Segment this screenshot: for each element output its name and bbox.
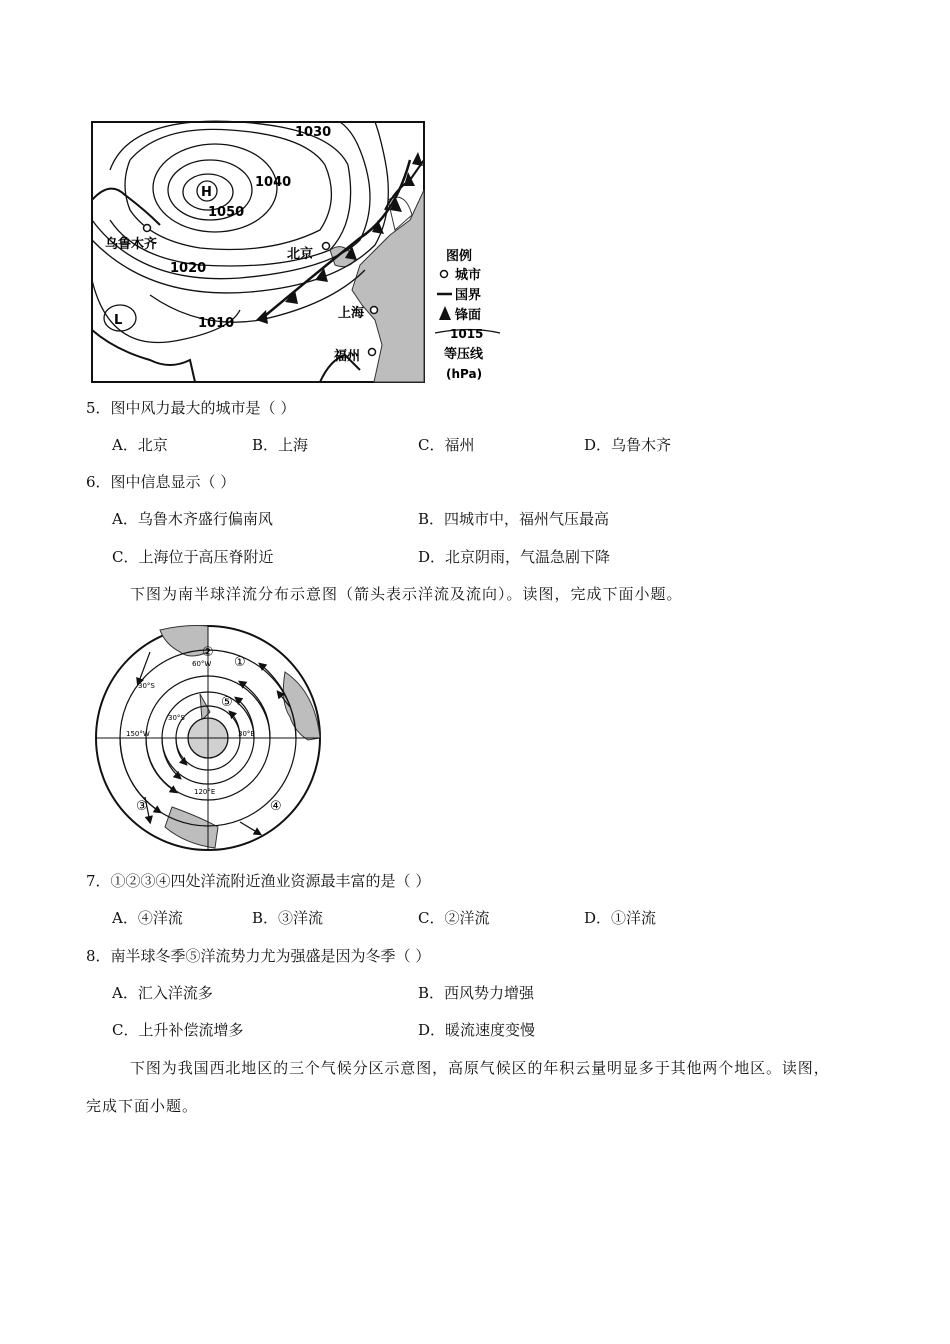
q6-option-d[interactable]: D．北京阴雨，气温急剧下降 — [418, 548, 611, 566]
q7-option-c[interactable]: C．②洋流 — [418, 909, 490, 927]
q8-option-a[interactable]: A．汇入洋流多 — [112, 984, 213, 1002]
label-120e: 120°E — [194, 788, 216, 796]
low-pressure-label: L — [114, 313, 123, 328]
q5-option-d[interactable]: D．乌鲁木齐 — [584, 436, 672, 454]
legend-isobar-value: 1015 — [450, 327, 484, 341]
q6-option-b[interactable]: B．四城市中，福州气压最高 — [418, 510, 610, 528]
q5-option-c[interactable]: C．福州 — [418, 436, 475, 454]
marker-4: ④ — [270, 799, 282, 814]
legend-front-icon — [439, 306, 451, 320]
label-60w: 60°W — [192, 660, 212, 668]
intro-climate-line1: 下图为我国西北地区的三个气候分区示意图，高原气候区的年积云量明显多于其他两个地区。读图， — [130, 1059, 830, 1077]
label-30s-inner: 30°S — [168, 714, 185, 722]
map-legend — [435, 248, 500, 381]
marker-1: ① — [234, 655, 246, 670]
isobar-label-1010: 1010 — [198, 316, 235, 331]
intro-ocean-currents: 下图为南半球洋流分布示意图（箭头表示洋流及流向）。读图，完成下面小题。 — [130, 585, 683, 603]
isobar-label-1050: 1050 — [208, 205, 245, 220]
q6-option-c[interactable]: C．上海位于高压脊附近 — [112, 548, 274, 566]
city-urumqi: 乌鲁木齐 — [105, 237, 158, 252]
ocean-current-figure — [90, 622, 330, 852]
label-30e: 30°E — [238, 730, 255, 738]
question-8-stem: 8．南半球冬季⑤洋流势力尤为强盛是因为冬季（ ） — [86, 947, 431, 965]
question-6-stem: 6．图中信息显示（ ） — [86, 473, 236, 491]
marker-5: ⑤ — [221, 695, 233, 710]
label-30s-outer: 30°S — [138, 682, 155, 690]
q7-option-a[interactable]: A．④洋流 — [112, 909, 183, 927]
label-150w: 150°W — [126, 730, 150, 738]
isobar-label-1030: 1030 — [295, 125, 332, 140]
weather-map-figure — [90, 120, 500, 385]
q8-option-c[interactable]: C．上升补偿流增多 — [112, 1021, 244, 1039]
legend-front: 锋面 — [455, 308, 482, 323]
intro-climate-line2: 完成下面小题。 — [86, 1097, 199, 1115]
high-pressure-label: H — [201, 185, 212, 200]
q6-option-a[interactable]: A．乌鲁木齐盛行偏南风 — [112, 510, 273, 528]
legend-isobar: 等压线 — [444, 347, 484, 362]
legend-city-icon — [441, 271, 448, 278]
q7-option-b[interactable]: B．③洋流 — [252, 909, 324, 927]
city-beijing: 北京 — [287, 247, 314, 262]
legend-border: 国界 — [455, 288, 482, 303]
legend-unit: (hPa) — [446, 367, 483, 381]
legend-city: 城市 — [455, 268, 482, 283]
q8-option-d[interactable]: D．暖流速度变慢 — [418, 1021, 536, 1039]
isobar-label-1020: 1020 — [170, 261, 207, 276]
city-fuzhou: 福州 — [334, 349, 361, 364]
question-5-stem: 5．图中风力最大的城市是（ ） — [86, 399, 296, 417]
q5-option-b[interactable]: B．上海 — [252, 436, 309, 454]
marker-2: ② — [202, 645, 214, 660]
q7-option-d[interactable]: D．①洋流 — [584, 909, 657, 927]
question-7-stem: 7．①②③④四处洋流附近渔业资源最丰富的是（ ） — [86, 872, 431, 890]
q8-option-b[interactable]: B．西风势力增强 — [418, 984, 535, 1002]
isobar-label-1040: 1040 — [255, 175, 292, 190]
legend-title: 图例 — [446, 249, 473, 264]
city-shanghai: 上海 — [338, 306, 365, 321]
marker-3: ③ — [136, 799, 148, 814]
q5-option-a[interactable]: A．北京 — [112, 436, 168, 454]
